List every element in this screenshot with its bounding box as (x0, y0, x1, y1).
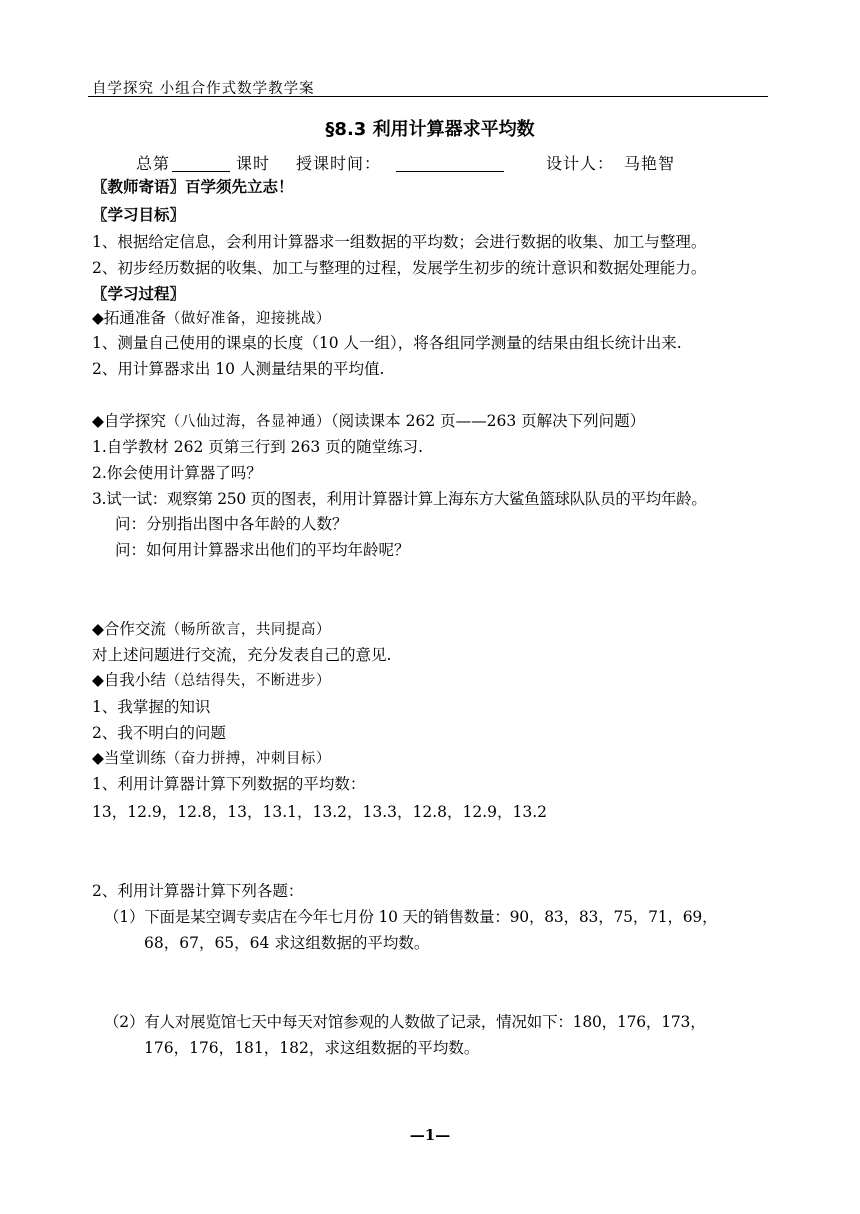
designer-name: 马艳智 (624, 154, 676, 173)
practice-q1-data: 13，12.9，12.8，13，13.1，13.2，13.3，12.8，12.9，13.2 (92, 803, 548, 821)
practice-q2-2-line-b: 176，176，181，182，求这组数据的平均数。 (144, 1039, 480, 1057)
total-label: 总第 (136, 154, 171, 173)
prep-item-2: 2、用计算器求出 10 人测量结果的平均值. (92, 360, 385, 378)
total-blank[interactable] (172, 171, 230, 172)
summary-item-1: 1、我掌握的知识 (92, 698, 211, 716)
prep-item-1: 1、测量自己使用的课桌的长度（10 人一组），将各组同学测量的结果由组长统计出来. (92, 334, 682, 352)
explore-item-3: 3.试一试：观察第 250 页的图表，利用计算器计算上海东方大鲨鱼篮球队队员的平均年龄。 (92, 490, 707, 508)
explore-question-2: 问：如何用计算器求出他们的平均年龄呢？ (115, 541, 410, 559)
goal-item-2: 2、初步经历数据的收集、加工与整理的过程，发展学生初步的统计意识和数据处理能力。 (92, 259, 707, 277)
prep-title: ◆拓通准备 (92, 309, 166, 327)
explore-note: （阅读课本 262 页——263 页解决下列问题） (330, 412, 646, 430)
cooperate-section-title (92, 619, 331, 640)
cooperate-title: ◆合作交流 (92, 620, 166, 638)
practice-q2-1-line-a: （1）下面是某空调专卖店在今年七月份 10 天的销售数量：90，83，83，75，71，69， (104, 908, 718, 926)
goal-item-1: 1、根据给定信息，会利用计算器求一组数据的平均数；会进行数据的收集、加工与整理。 (92, 233, 707, 251)
time-label: 授课时间： (296, 154, 382, 173)
designer-label: 设计人： (546, 154, 615, 173)
page-number: —1— (409, 1126, 451, 1144)
explore-section-title (92, 411, 645, 432)
prep-section-title (92, 308, 331, 329)
header-rule (88, 96, 768, 97)
summary-section-title (92, 670, 331, 691)
goals-heading: 〖学习目标〗 (92, 206, 186, 224)
prep-subtitle: （做好准备，迎接挑战） (165, 311, 331, 327)
practice-subtitle: （奋力拼搏，冲刺目标） (165, 751, 331, 767)
page-title: §8.3 利用计算器求平均数 (325, 119, 535, 140)
practice-section-title (92, 748, 331, 769)
explore-subtitle: （八仙过海，各显神通） (165, 414, 331, 430)
teacher-words-text: 百学须先立志！ (185, 178, 294, 196)
explore-item-1: 1.自学教材 262 页第三行到 263 页的随堂练习. (92, 438, 424, 456)
process-heading: 〖学习过程〗 (92, 285, 186, 303)
cooperate-text: 对上述问题进行交流，充分发表自己的意见. (92, 646, 392, 664)
summary-subtitle: （总结得失，不断进步） (165, 673, 331, 689)
practice-title: ◆当堂训练 (92, 749, 166, 767)
explore-title: ◆自学探究 (92, 412, 166, 430)
summary-item-2: 2、我不明白的问题 (92, 724, 226, 742)
teacher-words-label: 〖教师寄语〗 (92, 178, 186, 196)
practice-q2: 2、利用计算器计算下列各题： (92, 882, 304, 900)
explore-question-1: 问：分别指出图中各年龄的人数？ (115, 515, 348, 533)
cooperate-subtitle: （畅所欲言，共同提高） (165, 622, 331, 638)
summary-title: ◆自我小结 (92, 671, 166, 689)
time-blank[interactable] (396, 171, 504, 172)
page-header: 自学探究 小组合作式数学教学案 (92, 81, 315, 97)
explore-item-2: 2.你会使用计算器了吗？ (92, 464, 262, 482)
practice-q2-1-line-b: 68，67，65，64 求这组数据的平均数。 (144, 934, 430, 952)
practice-q2-2-line-a: （2）有人对展览馆七天中每天对馆参观的人数做了记录，情况如下：180，176，173， (104, 1013, 706, 1031)
practice-q1: 1、利用计算器计算下列数据的平均数： (92, 775, 366, 793)
lesson-label: 课时 (236, 154, 271, 173)
teacher-words (92, 177, 294, 197)
